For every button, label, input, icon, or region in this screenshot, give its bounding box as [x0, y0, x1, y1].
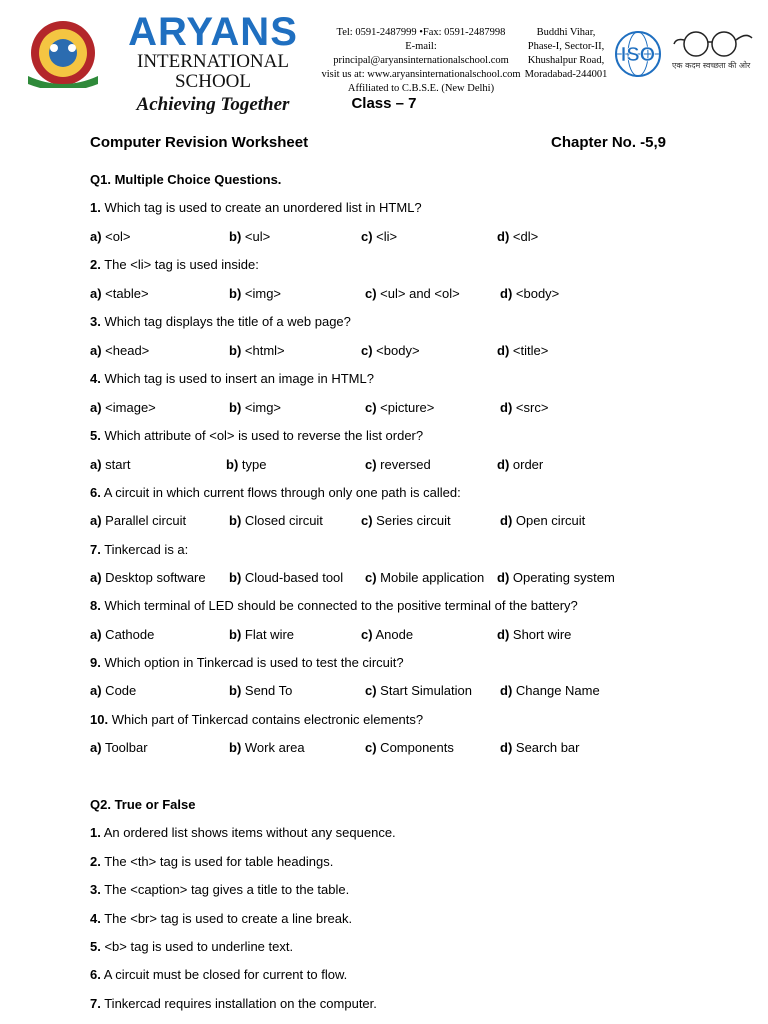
swachh-slogan: एक कदम स्वच्छता की ओर: [672, 61, 751, 70]
option-letter: d): [497, 570, 510, 585]
option-text: Work area: [241, 740, 305, 755]
option-letter: c): [365, 570, 377, 585]
iso-logo-icon: [608, 30, 668, 78]
question-number: 3.: [90, 314, 101, 329]
class-title: Class – 7: [351, 95, 417, 112]
option-letter: a): [90, 286, 102, 301]
mcq-option: [365, 400, 434, 416]
mcq-option: [226, 457, 266, 473]
option-text: Code: [101, 683, 137, 698]
iso-label: ISO: [620, 44, 656, 66]
contact-line: Tel: 0591-2487999 •Fax: 0591-2487998: [336, 27, 506, 38]
question-number: 10.: [90, 712, 109, 727]
mcq-option: [500, 400, 548, 416]
true-false-statement: [90, 854, 333, 870]
option-letter: b): [229, 513, 242, 528]
school-name: ARYANS: [128, 10, 298, 54]
option-text: reversed: [376, 457, 431, 472]
mcq-option: [90, 627, 154, 643]
true-false-statement: [90, 825, 396, 841]
mcq-option: [365, 457, 431, 473]
statement-number: 3.: [90, 882, 101, 897]
option-text: <img>: [241, 286, 282, 301]
option-letter: a): [90, 570, 102, 585]
question-text: Which terminal of LED should be connected to the positive terminal of the battery?: [100, 598, 578, 613]
mcq-option: [229, 286, 281, 302]
question-text: Tinkercad is a:: [100, 542, 189, 557]
mcq-option: [90, 229, 130, 245]
option-letter: b): [229, 683, 242, 698]
address-line: Khushalpur Road,: [527, 55, 605, 66]
option-text: Closed circuit: [241, 513, 323, 528]
address-block: [524, 26, 608, 82]
option-letter: a): [90, 229, 102, 244]
option-letter: a): [90, 627, 102, 642]
address-line: Buddhi Vihar,: [536, 27, 596, 38]
option-text: type: [238, 457, 267, 472]
true-false-statement: [90, 911, 352, 927]
option-letter: c): [365, 286, 377, 301]
statement-number: 5.: [90, 939, 101, 954]
option-text: Change Name: [512, 683, 600, 698]
option-letter: c): [365, 740, 377, 755]
option-text: Search bar: [512, 740, 580, 755]
statement-number: 4.: [90, 911, 101, 926]
option-text: <html>: [241, 343, 285, 358]
statement-text: The <th> tag is used for table headings.: [100, 854, 334, 869]
option-letter: d): [497, 229, 510, 244]
option-text: <img>: [241, 400, 282, 415]
question-text: Which option in Tinkercad is used to test the circuit?: [100, 655, 404, 670]
option-letter: c): [365, 400, 377, 415]
mcq-option: [229, 343, 285, 359]
option-text: <li>: [372, 229, 398, 244]
option-text: Send To: [241, 683, 293, 698]
school-seal-icon: [24, 18, 102, 88]
statement-text: A circuit must be closed for current to flow.: [100, 967, 348, 982]
mcq-option: [90, 286, 149, 302]
address-line: Moradabad-244001: [524, 69, 608, 80]
contact-line: visit us at: www.aryansinternationalschool.com: [321, 69, 521, 80]
option-text: Components: [376, 740, 454, 755]
statement-text: Tinkercad requires installation on the computer.: [100, 996, 377, 1011]
statement-text: An ordered list shows items without any sequence.: [100, 825, 396, 840]
statement-text: <b> tag is used to underline text.: [100, 939, 294, 954]
option-text: <body>: [512, 286, 560, 301]
mcq-option: [90, 740, 148, 756]
option-text: Short wire: [509, 627, 572, 642]
mcq-option: [229, 400, 281, 416]
mcq-option: [90, 343, 149, 359]
option-letter: b): [229, 286, 242, 301]
mcq-option: [361, 229, 397, 245]
option-text: <ul> and <ol>: [376, 286, 460, 301]
option-letter: c): [361, 229, 373, 244]
question-number: 9.: [90, 655, 101, 670]
mcq-option: [90, 683, 136, 699]
true-false-statement: [90, 939, 293, 955]
option-letter: c): [365, 457, 377, 472]
mcq-option: [500, 513, 585, 529]
true-false-statement: [90, 996, 377, 1012]
true-false-statement: [90, 882, 349, 898]
question-number: 8.: [90, 598, 101, 613]
option-text: Toolbar: [101, 740, 148, 755]
option-letter: a): [90, 513, 102, 528]
mcq-question: [90, 428, 423, 444]
mcq-option: [497, 627, 571, 643]
question-number: 5.: [90, 428, 101, 443]
option-text: Anode: [372, 627, 414, 642]
option-letter: c): [361, 513, 373, 528]
option-text: Mobile application: [376, 570, 485, 585]
option-text: Open circuit: [512, 513, 586, 528]
mcq-option: [229, 683, 292, 699]
option-letter: d): [497, 457, 510, 472]
contact-block: [318, 26, 524, 96]
statement-text: The <br> tag is used to create a line break.: [100, 911, 353, 926]
statement-number: 2.: [90, 854, 101, 869]
option-letter: b): [229, 343, 242, 358]
school-tagline: Achieving Together: [136, 94, 290, 115]
mcq-option: [500, 286, 559, 302]
option-letter: b): [229, 740, 242, 755]
option-letter: a): [90, 740, 102, 755]
option-letter: a): [90, 457, 102, 472]
option-text: Series circuit: [372, 513, 451, 528]
option-letter: d): [497, 627, 510, 642]
question-number: 6.: [90, 485, 101, 500]
option-text: Cloud-based tool: [241, 570, 344, 585]
option-text: Operating system: [509, 570, 615, 585]
option-letter: c): [365, 683, 377, 698]
mcq-option: [229, 513, 323, 529]
option-text: Cathode: [101, 627, 155, 642]
option-letter: d): [500, 400, 513, 415]
statement-number: 1.: [90, 825, 101, 840]
question-text: A circuit in which current flows through only one path is called:: [100, 485, 461, 500]
mcq-option: [229, 229, 270, 245]
option-letter: b): [229, 400, 242, 415]
mcq-option: [229, 570, 343, 586]
question-number: 4.: [90, 371, 101, 386]
mcq-question: [90, 655, 404, 671]
option-letter: b): [229, 229, 242, 244]
option-text: <image>: [101, 400, 156, 415]
mcq-option: [90, 513, 186, 529]
mcq-option: [497, 570, 615, 586]
mcq-question: [90, 200, 422, 216]
option-text: <title>: [509, 343, 549, 358]
question-text: The <li> tag is used inside:: [100, 257, 259, 272]
mcq-option: [497, 229, 538, 245]
mcq-option: [497, 343, 548, 359]
q2-heading: Q2. True or False: [90, 797, 196, 812]
true-false-statement: [90, 967, 347, 983]
option-text: <ol>: [101, 229, 131, 244]
option-letter: a): [90, 400, 102, 415]
question-number: 1.: [90, 200, 101, 215]
option-text: <head>: [101, 343, 150, 358]
option-letter: b): [229, 570, 242, 585]
address-line: Phase-I, Sector-II,: [527, 41, 605, 52]
question-text: Which tag displays the title of a web page?: [100, 314, 351, 329]
option-letter: a): [90, 683, 102, 698]
mcq-option: [90, 457, 130, 473]
option-letter: d): [497, 343, 510, 358]
mcq-option: [361, 343, 420, 359]
question-text: Which tag is used to insert an image in HTML?: [100, 371, 374, 386]
option-text: <picture>: [376, 400, 435, 415]
option-letter: c): [361, 343, 373, 358]
question-number: 7.: [90, 542, 101, 557]
mcq-question: [90, 371, 374, 387]
question-text: Which part of Tinkercad contains electronic elements?: [108, 712, 424, 727]
option-text: Desktop software: [101, 570, 206, 585]
statement-text: The <caption> tag gives a title to the table.: [100, 882, 350, 897]
mcq-option: [365, 740, 454, 756]
worksheet-title: Computer Revision Worksheet: [90, 134, 309, 151]
option-text: <src>: [512, 400, 549, 415]
option-text: <body>: [372, 343, 420, 358]
option-letter: b): [226, 457, 239, 472]
school-sub: INTERNATIONAL SCHOOL: [137, 51, 289, 92]
chapter-number: Chapter No. -5,9: [551, 134, 667, 151]
contact-line: Affiliated to C.B.S.E. (New Delhi): [347, 83, 495, 94]
mcq-option: [497, 457, 543, 473]
option-letter: a): [90, 343, 102, 358]
option-letter: d): [500, 740, 513, 755]
question-text: Which tag is used to create an unordered list in HTML?: [100, 200, 422, 215]
mcq-question: [90, 485, 461, 501]
option-text: start: [101, 457, 131, 472]
mcq-question: [90, 257, 259, 273]
statement-number: 6.: [90, 967, 101, 982]
option-text: order: [509, 457, 544, 472]
option-text: <table>: [101, 286, 149, 301]
option-letter: d): [500, 513, 513, 528]
option-letter: d): [500, 683, 513, 698]
mcq-option: [361, 513, 451, 529]
contact-line: E-mail: principal@aryansinternationalschool.com: [333, 41, 509, 66]
mcq-option: [500, 740, 579, 756]
mcq-question: [90, 712, 423, 728]
question-number: 2.: [90, 257, 101, 272]
option-text: <dl>: [509, 229, 539, 244]
mcq-option: [90, 400, 156, 416]
mcq-option: [365, 683, 472, 699]
option-text: Parallel circuit: [101, 513, 187, 528]
question-text: Which attribute of <ol> is used to reverse the list order?: [100, 428, 424, 443]
mcq-option: [500, 683, 600, 699]
option-letter: d): [500, 286, 513, 301]
mcq-option: [365, 570, 484, 586]
option-text: <ul>: [241, 229, 271, 244]
mcq-option: [365, 286, 460, 302]
mcq-option: [361, 627, 413, 643]
option-letter: b): [229, 627, 242, 642]
option-text: Flat wire: [241, 627, 295, 642]
mcq-option: [90, 570, 206, 586]
statement-number: 7.: [90, 996, 101, 1011]
mcq-question: [90, 598, 578, 614]
mcq-question: [90, 314, 351, 330]
mcq-option: [229, 627, 294, 643]
mcq-question: [90, 542, 188, 558]
mcq-option: [229, 740, 305, 756]
option-text: Start Simulation: [376, 683, 472, 698]
option-letter: c): [361, 627, 373, 642]
q1-heading: Q1. Multiple Choice Questions.: [90, 172, 282, 187]
